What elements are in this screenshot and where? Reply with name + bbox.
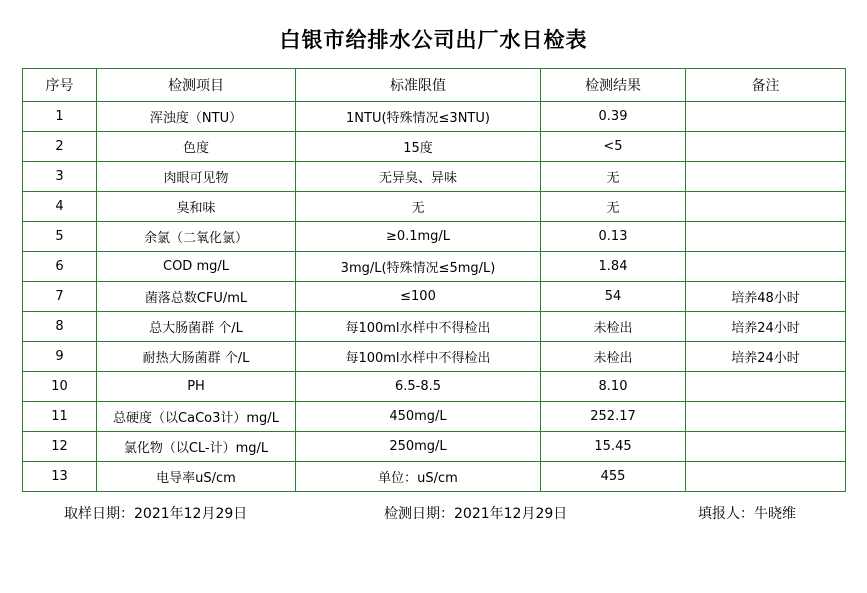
cell-note bbox=[686, 222, 846, 252]
cell-note bbox=[686, 252, 846, 282]
cell-index: 4 bbox=[23, 192, 97, 222]
cell-result: 无 bbox=[541, 192, 686, 222]
cell-note: 培养24小时 bbox=[686, 312, 846, 342]
table-header bbox=[23, 69, 846, 102]
cell-limit: 3mg/L(特殊情况≤5mg/L) bbox=[296, 252, 541, 282]
cell-note bbox=[686, 432, 846, 462]
cell-limit: 1NTU(特殊情况≤3NTU) bbox=[296, 102, 541, 132]
cell-item: 浑浊度（NTU） bbox=[97, 102, 296, 132]
cell-index: 6 bbox=[23, 252, 97, 282]
cell-item: 耐热大肠菌群 个/L bbox=[97, 342, 296, 372]
cell-index: 3 bbox=[23, 162, 97, 192]
cell-item: 总硬度（以CaCo3计）mg/L bbox=[97, 402, 296, 432]
cell-item: 电导率uS/cm bbox=[97, 462, 296, 492]
table-row bbox=[23, 372, 846, 402]
cell-limit: 每100ml水样中不得检出 bbox=[296, 312, 541, 342]
cell-limit: 450mg/L bbox=[296, 402, 541, 432]
cell-result: 15.45 bbox=[541, 432, 686, 462]
table-container bbox=[0, 68, 867, 492]
table-row bbox=[23, 192, 846, 222]
cell-index: 7 bbox=[23, 282, 97, 312]
cell-result: 8.10 bbox=[541, 372, 686, 402]
cell-index: 9 bbox=[23, 342, 97, 372]
cell-item: 总大肠菌群 个/L bbox=[97, 312, 296, 342]
table-row bbox=[23, 252, 846, 282]
cell-note bbox=[686, 462, 846, 492]
cell-index: 8 bbox=[23, 312, 97, 342]
cell-note bbox=[686, 102, 846, 132]
cell-index: 1 bbox=[23, 102, 97, 132]
column-header-item: 检测项目 bbox=[97, 69, 296, 102]
cell-index: 13 bbox=[23, 462, 97, 492]
cell-result: 未检出 bbox=[541, 312, 686, 342]
cell-limit: 无 bbox=[296, 192, 541, 222]
cell-result: 1.84 bbox=[541, 252, 686, 282]
cell-note: 培养48小时 bbox=[686, 282, 846, 312]
cell-note bbox=[686, 162, 846, 192]
cell-limit: 每100ml水样中不得检出 bbox=[296, 342, 541, 372]
cell-item: 余氯（二氧化氯） bbox=[97, 222, 296, 252]
cell-result: <5 bbox=[541, 132, 686, 162]
cell-result: 0.13 bbox=[541, 222, 686, 252]
cell-note bbox=[686, 192, 846, 222]
table-row bbox=[23, 132, 846, 162]
table-row bbox=[23, 312, 846, 342]
page-title: 白银市给排水公司出厂水日检表 bbox=[279, 28, 588, 52]
cell-item: 肉眼可见物 bbox=[97, 162, 296, 192]
cell-note bbox=[686, 132, 846, 162]
cell-index: 5 bbox=[23, 222, 97, 252]
cell-limit: 15度 bbox=[296, 132, 541, 162]
cell-result: 54 bbox=[541, 282, 686, 312]
cell-item: PH bbox=[97, 372, 296, 402]
table-row bbox=[23, 342, 846, 372]
table-row bbox=[23, 102, 846, 132]
cell-index: 11 bbox=[23, 402, 97, 432]
cell-result: 无 bbox=[541, 162, 686, 192]
testing-date: 检测日期：2021年12月29日 bbox=[384, 506, 568, 522]
table-row bbox=[23, 402, 846, 432]
cell-limit: 6.5-8.5 bbox=[296, 372, 541, 402]
cell-item: 臭和味 bbox=[97, 192, 296, 222]
cell-item: 氯化物（以CL-计）mg/L bbox=[97, 432, 296, 462]
table-header-row bbox=[23, 69, 846, 102]
cell-limit: 单位：uS/cm bbox=[296, 462, 541, 492]
cell-note bbox=[686, 372, 846, 402]
cell-index: 12 bbox=[23, 432, 97, 462]
cell-result: 0.39 bbox=[541, 102, 686, 132]
table-body bbox=[23, 102, 846, 492]
table-row bbox=[23, 282, 846, 312]
cell-limit: ≤100 bbox=[296, 282, 541, 312]
column-header-result: 检测结果 bbox=[541, 69, 686, 102]
cell-limit: ≥0.1mg/L bbox=[296, 222, 541, 252]
cell-limit: 250mg/L bbox=[296, 432, 541, 462]
cell-item: 色度 bbox=[97, 132, 296, 162]
cell-item: COD mg/L bbox=[97, 252, 296, 282]
cell-index: 10 bbox=[23, 372, 97, 402]
cell-result: 455 bbox=[541, 462, 686, 492]
cell-result: 252.17 bbox=[541, 402, 686, 432]
table-row bbox=[23, 462, 846, 492]
cell-note: 培养24小时 bbox=[686, 342, 846, 372]
cell-item: 菌落总数CFU/mL bbox=[97, 282, 296, 312]
cell-index: 2 bbox=[23, 132, 97, 162]
cell-limit: 无异臭、异味 bbox=[296, 162, 541, 192]
footer bbox=[0, 503, 867, 523]
column-header-limit: 标准限值 bbox=[296, 69, 541, 102]
sampling-date: 取样日期：2021年12月29日 bbox=[64, 506, 248, 522]
column-header-note: 备注 bbox=[686, 69, 846, 102]
water-quality-table bbox=[22, 68, 846, 492]
table-row bbox=[23, 432, 846, 462]
column-header-index: 序号 bbox=[23, 69, 97, 102]
cell-note bbox=[686, 402, 846, 432]
cell-result: 未检出 bbox=[541, 342, 686, 372]
reporter-name: 填报人：牛晓维 bbox=[698, 506, 796, 522]
table-row bbox=[23, 222, 846, 252]
table-row bbox=[23, 162, 846, 192]
